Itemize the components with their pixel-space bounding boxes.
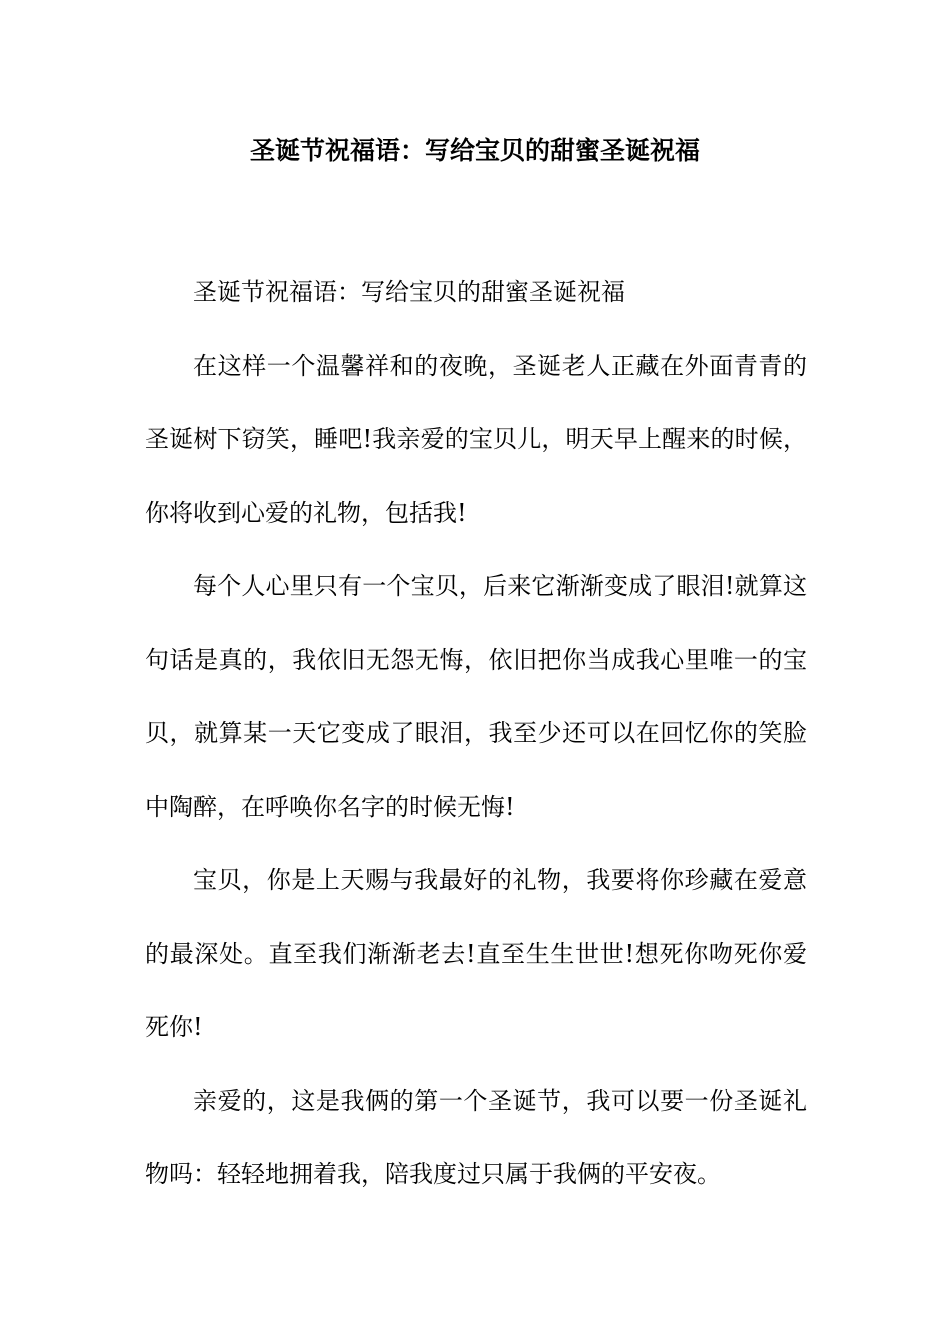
paragraph: 宝贝，你是上天赐与我最好的礼物，我要将你珍藏在爱意的最深处。直至我们渐渐老去!直至生生世世!想死你吻死你爱死你! <box>145 866 807 1041</box>
paragraph: 在这样一个温馨祥和的夜晚，圣诞老人正藏在外面青青的圣诞树下窃笑，睡吧!我亲爱的宝贝儿，明天早上醒来的时候，你将收到心爱的礼物，包括我! <box>145 351 807 527</box>
document-title: 圣诞节祝福语：写给宝贝的甜蜜圣诞祝福 <box>249 136 700 165</box>
paragraph: 亲爱的，这是我俩的第一个圣诞节，我可以要一份圣诞礼物吗：轻轻地拥着我，陪我度过只属于我俩的平安夜。 <box>145 1086 807 1188</box>
paragraph: 圣诞节祝福语：写给宝贝的甜蜜圣诞祝福 <box>193 278 625 306</box>
document-body <box>145 256 807 1212</box>
paragraph: 每个人心里只有一个宝贝，后来它渐渐变成了眼泪!就算这句话是真的，我依旧无怨无悔，依旧把你当成我心里唯一的宝贝，就算某一天它变成了眼泪，我至少还可以在回忆你的笑脸中陶醉，在呼唤你名字的时候无悔! <box>145 572 807 821</box>
